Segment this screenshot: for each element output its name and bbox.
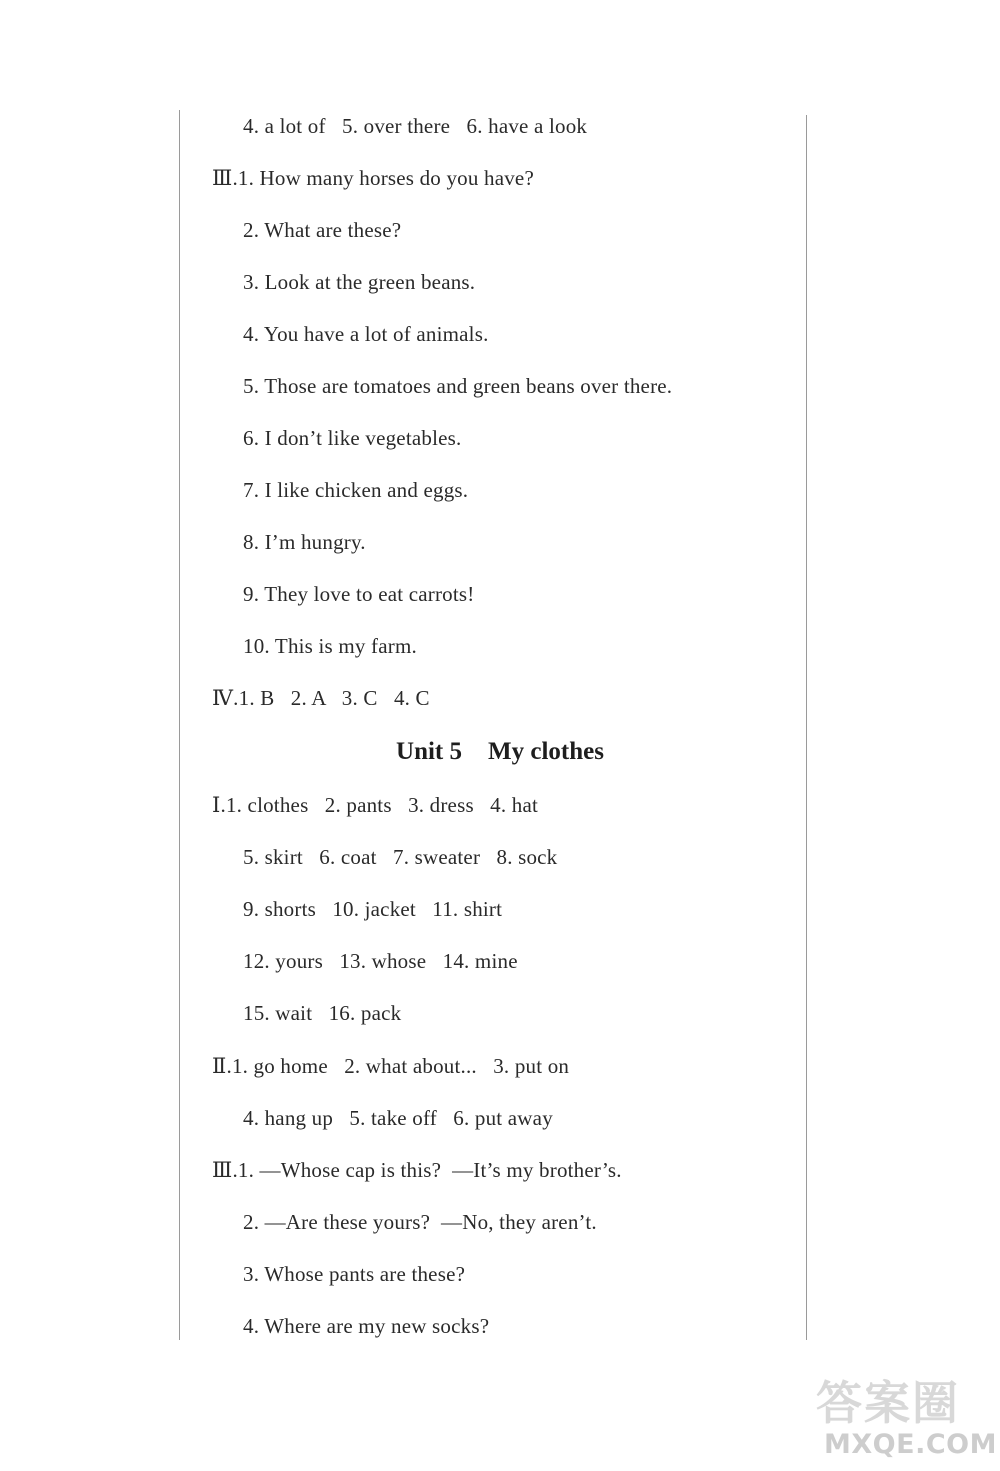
answer-line: 2. What are these? [243, 218, 402, 242]
answer-line: 9. They love to eat carrots! [243, 582, 475, 606]
right-margin-rule [806, 115, 807, 1340]
answer-line: 5. Those are tomatoes and green beans over there. [243, 374, 673, 398]
section-marker: Ⅳ. [212, 686, 239, 710]
answer-line: Ⅳ.1. B 2. A 3. C 4. C [212, 686, 430, 710]
answer-line: Ⅲ.1. —Whose cap is this? —It’s my brother’s. [212, 1158, 622, 1182]
answer-line: 4. You have a lot of animals. [243, 322, 489, 346]
left-margin-rule [179, 110, 180, 1340]
answer-line: Ⅲ.1. How many horses do you have? [212, 166, 534, 190]
answer-line: 7. I like chicken and eggs. [243, 478, 469, 502]
answer-line: 4. hang up 5. take off 6. put away [243, 1106, 553, 1130]
watermark-url: MXQE.COM [824, 1429, 997, 1460]
answer-line: 5. skirt 6. coat 7. sweater 8. sock [243, 845, 558, 869]
answer-line: 10. This is my farm. [243, 634, 417, 658]
answer-line: 4. a lot of 5. over there 6. have a look [243, 114, 588, 138]
answer-line: Ⅱ.1. go home 2. what about... 3. put on [212, 1054, 570, 1078]
answer-line: 15. wait 16. pack [243, 1001, 402, 1025]
answer-line: 3. Whose pants are these? [243, 1262, 466, 1286]
watermark-logo-text: 答案圈 [816, 1376, 960, 1430]
site-watermark [812, 1376, 997, 1468]
section-marker: Ⅲ. [212, 1158, 238, 1182]
unit-title: My clothes [488, 738, 604, 765]
answer-line: 12. yours 13. whose 14. mine [243, 949, 518, 973]
answer-line: 6. I don’t like vegetables. [243, 426, 462, 450]
section-marker: Ⅰ. [212, 793, 226, 817]
answer-line: 2. —Are these yours? —No, they aren’t. [243, 1210, 597, 1234]
unit-heading [0, 737, 1000, 767]
section-marker: Ⅱ. [212, 1054, 232, 1078]
answer-line: 4. Where are my new socks? [243, 1314, 490, 1338]
unit-number: Unit 5 [396, 738, 463, 765]
answer-line: 3. Look at the green beans. [243, 270, 476, 294]
section-marker: Ⅲ. [212, 166, 238, 190]
answer-line: Ⅰ.1. clothes 2. pants 3. dress 4. hat [212, 793, 539, 817]
answer-line: 8. I’m hungry. [243, 530, 366, 554]
answer-line: 9. shorts 10. jacket 11. shirt [243, 897, 503, 921]
